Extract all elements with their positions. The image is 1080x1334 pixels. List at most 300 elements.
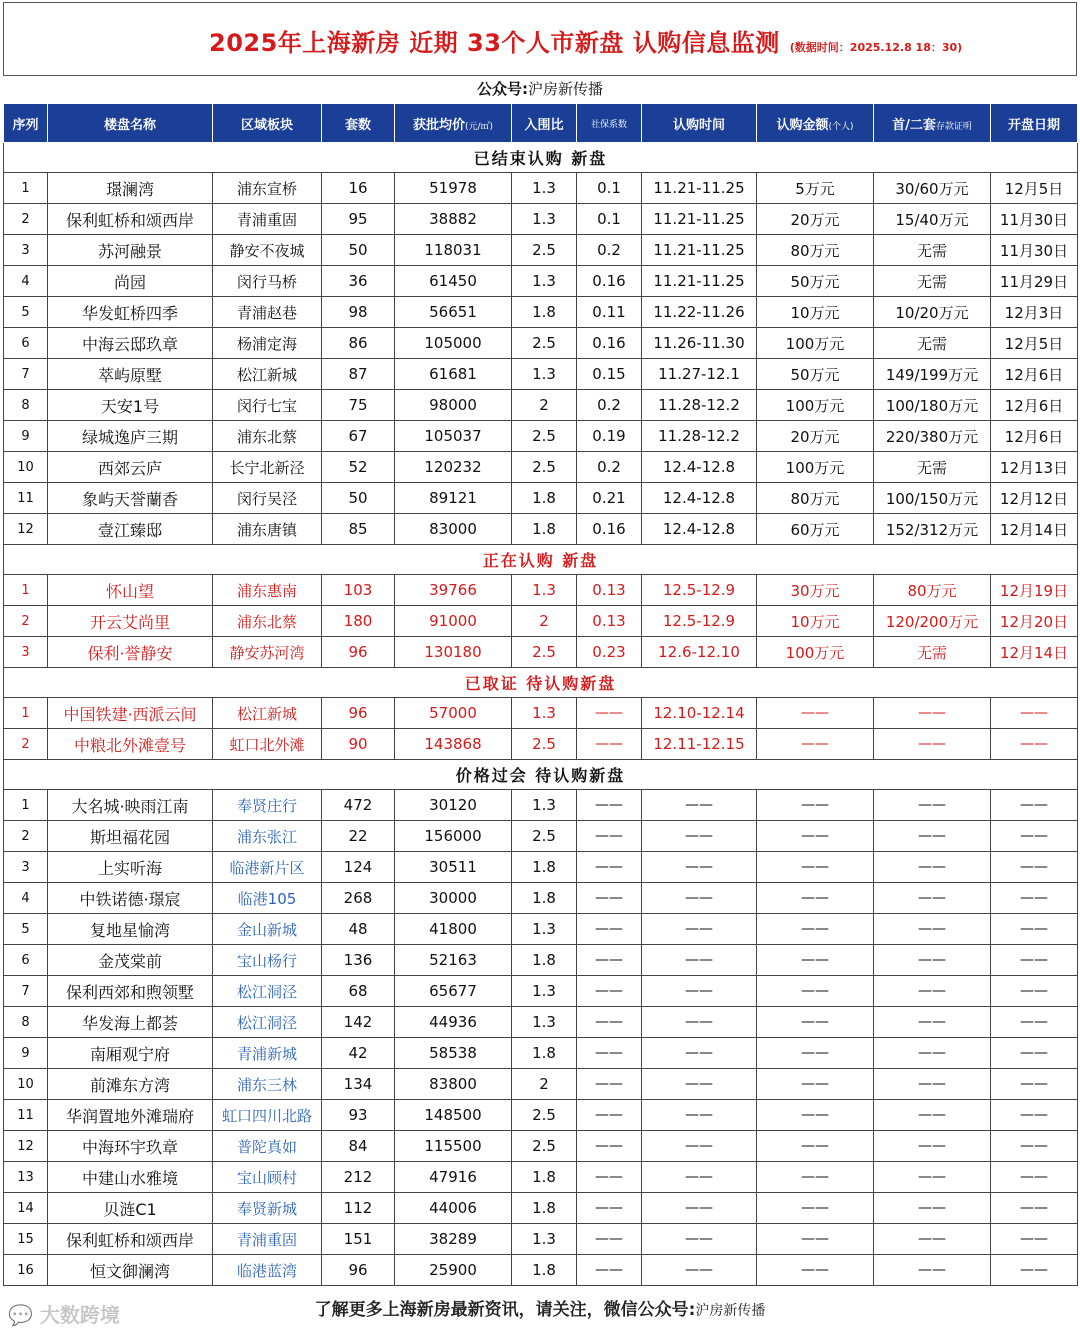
- cell-down: ——: [874, 1131, 991, 1162]
- cell-seq: 14: [4, 1193, 48, 1224]
- page-title: 2025年上海新房 近期 33个人市新盘 认购信息监测 (数据时间：2025.12.8 18：30): [209, 29, 963, 57]
- cell-ratio: 1.8: [512, 1193, 577, 1224]
- cell-name: 中国铁建·西派云间: [48, 698, 213, 729]
- cell-seq: 2: [4, 204, 48, 235]
- cell-social: 0.21: [577, 483, 642, 514]
- cell-down: 100/180万元: [874, 390, 991, 421]
- cell-price: 105037: [395, 421, 512, 452]
- cell-price: 98000: [395, 390, 512, 421]
- data-timestamp: (数据时间：2025.12.8 18：30): [789, 41, 963, 54]
- table-row: [4, 421, 1078, 452]
- cell-seq: 5: [4, 914, 48, 945]
- cell-amount: 50万元: [757, 266, 874, 297]
- table-row: [4, 1038, 1078, 1069]
- cell-seq: 7: [4, 359, 48, 390]
- cell-amount: ——: [757, 1100, 874, 1131]
- cell-time: 11.21-11.25: [642, 266, 757, 297]
- cell-ratio: 2.5: [512, 328, 577, 359]
- cell-down: ——: [874, 1038, 991, 1069]
- cell-area: 松江洞泾: [213, 1007, 322, 1038]
- cell-open: 12月14日: [991, 637, 1078, 668]
- cell-price: 56651: [395, 297, 512, 328]
- cell-name: 中粮北外滩壹号: [48, 729, 213, 760]
- cell-amount: ——: [757, 945, 874, 976]
- cell-amount: 100万元: [757, 328, 874, 359]
- cell-name: 斯坦福花园: [48, 821, 213, 852]
- cell-units: 112: [322, 1193, 395, 1224]
- cell-social: ——: [577, 698, 642, 729]
- cell-social: 0.2: [577, 390, 642, 421]
- cell-seq: 4: [4, 883, 48, 914]
- cell-time: 12.5-12.9: [642, 606, 757, 637]
- cell-open: ——: [991, 821, 1078, 852]
- cell-price: 47916: [395, 1162, 512, 1193]
- cell-ratio: 1.3: [512, 173, 577, 204]
- cell-time: ——: [642, 1193, 757, 1224]
- cell-social: 0.16: [577, 266, 642, 297]
- cell-units: 134: [322, 1069, 395, 1100]
- table-row: [4, 483, 1078, 514]
- cell-social: 0.15: [577, 359, 642, 390]
- cell-seq: 16: [4, 1255, 48, 1286]
- cell-open: ——: [991, 945, 1078, 976]
- cell-ratio: 2.5: [512, 637, 577, 668]
- cell-seq: 15: [4, 1224, 48, 1255]
- cell-open: ——: [991, 852, 1078, 883]
- cell-name: 华发虹桥四季: [48, 297, 213, 328]
- cell-ratio: 2: [512, 606, 577, 637]
- cell-name: 萃屿原墅: [48, 359, 213, 390]
- cell-area: 宝山顾村: [213, 1162, 322, 1193]
- cell-social: ——: [577, 976, 642, 1007]
- cell-down: ——: [874, 1100, 991, 1131]
- cell-area: 青浦新城: [213, 1038, 322, 1069]
- table-row: [4, 514, 1078, 545]
- cell-amount: ——: [757, 1193, 874, 1224]
- cell-units: 86: [322, 328, 395, 359]
- cell-seq: 11: [4, 1100, 48, 1131]
- cell-units: 95: [322, 204, 395, 235]
- cell-area: 浦东宣桥: [213, 173, 322, 204]
- cell-time: ——: [642, 790, 757, 821]
- title-box: [3, 2, 1077, 76]
- cell-price: 57000: [395, 698, 512, 729]
- table-row: [4, 173, 1078, 204]
- cell-seq: 2: [4, 606, 48, 637]
- cell-open: 12月3日: [991, 297, 1078, 328]
- cell-seq: 11: [4, 483, 48, 514]
- cell-down: 220/380万元: [874, 421, 991, 452]
- cell-social: 0.19: [577, 421, 642, 452]
- cell-down: ——: [874, 729, 991, 760]
- cell-open: ——: [991, 1162, 1078, 1193]
- cell-time: 12.10-12.14: [642, 698, 757, 729]
- cell-social: ——: [577, 1162, 642, 1193]
- cell-area: 松江新城: [213, 698, 322, 729]
- table-row: [4, 1100, 1078, 1131]
- cell-amount: ——: [757, 790, 874, 821]
- table-row: [4, 1131, 1078, 1162]
- col-name: 楼盘名称: [48, 104, 213, 143]
- cell-time: 11.28-12.2: [642, 390, 757, 421]
- col-open: 开盘日期: [991, 104, 1078, 143]
- cell-down: 100/150万元: [874, 483, 991, 514]
- cell-seq: 9: [4, 421, 48, 452]
- cell-time: ——: [642, 821, 757, 852]
- cell-down: ——: [874, 1193, 991, 1224]
- cell-open: 11月30日: [991, 235, 1078, 266]
- cell-ratio: 2.5: [512, 821, 577, 852]
- cell-social: ——: [577, 790, 642, 821]
- official-account-row: [3, 76, 1077, 102]
- cell-seq: 1: [4, 698, 48, 729]
- cell-price: 38289: [395, 1224, 512, 1255]
- cell-social: ——: [577, 1038, 642, 1069]
- cell-open: ——: [991, 1069, 1078, 1100]
- cell-ratio: 1.3: [512, 1224, 577, 1255]
- table-body: [4, 143, 1078, 1286]
- watermark: 💬 大数跨境: [8, 1303, 120, 1327]
- cell-units: 87: [322, 359, 395, 390]
- cell-name: 怀山望: [48, 575, 213, 606]
- cell-down: 80万元: [874, 575, 991, 606]
- cell-name: 保利·誉静安: [48, 637, 213, 668]
- cell-units: 96: [322, 1255, 395, 1286]
- cell-social: ——: [577, 1131, 642, 1162]
- cell-time: ——: [642, 1162, 757, 1193]
- cell-units: 42: [322, 1038, 395, 1069]
- cell-ratio: 1.8: [512, 945, 577, 976]
- cell-seq: 12: [4, 514, 48, 545]
- cell-open: 12月5日: [991, 328, 1078, 359]
- cell-area: 奉贤庄行: [213, 790, 322, 821]
- cell-ratio: 2.5: [512, 1100, 577, 1131]
- cell-price: 51978: [395, 173, 512, 204]
- cell-social: 0.23: [577, 637, 642, 668]
- cell-time: ——: [642, 852, 757, 883]
- cell-price: 61450: [395, 266, 512, 297]
- table-row: [4, 1162, 1078, 1193]
- cell-social: ——: [577, 1193, 642, 1224]
- table-row: [4, 1007, 1078, 1038]
- cell-seq: 6: [4, 328, 48, 359]
- cell-amount: ——: [757, 883, 874, 914]
- cell-units: 68: [322, 976, 395, 1007]
- cell-social: ——: [577, 914, 642, 945]
- cell-time: 11.21-11.25: [642, 173, 757, 204]
- cell-amount: 10万元: [757, 297, 874, 328]
- cell-units: 96: [322, 637, 395, 668]
- cell-ratio: 1.3: [512, 1007, 577, 1038]
- cell-open: ——: [991, 1038, 1078, 1069]
- table-row: [4, 266, 1078, 297]
- cell-amount: 100万元: [757, 452, 874, 483]
- cell-seq: 3: [4, 637, 48, 668]
- cell-units: 96: [322, 698, 395, 729]
- footer: [3, 1290, 1077, 1330]
- cell-open: 12月19日: [991, 575, 1078, 606]
- cell-seq: 4: [4, 266, 48, 297]
- cell-area: 静安苏河湾: [213, 637, 322, 668]
- official-account-label: 公众号:: [476, 80, 528, 98]
- cell-social: ——: [577, 1007, 642, 1038]
- cell-ratio: 1.8: [512, 1162, 577, 1193]
- cell-price: 41800: [395, 914, 512, 945]
- cell-open: 11月29日: [991, 266, 1078, 297]
- section-title: 已结束认购 新盘: [4, 143, 1078, 173]
- cell-seq: 8: [4, 390, 48, 421]
- cell-area: 闵行七宝: [213, 390, 322, 421]
- cell-social: 0.13: [577, 606, 642, 637]
- cell-time: ——: [642, 1038, 757, 1069]
- cell-social: 0.1: [577, 204, 642, 235]
- cell-open: ——: [991, 729, 1078, 760]
- cell-name: 保利西郊和煦领墅: [48, 976, 213, 1007]
- cell-time: 11.22-11.26: [642, 297, 757, 328]
- cell-area: 虹口北外滩: [213, 729, 322, 760]
- cell-units: 75: [322, 390, 395, 421]
- cell-price: 130180: [395, 637, 512, 668]
- section-header: [4, 760, 1078, 790]
- cell-down: ——: [874, 852, 991, 883]
- cell-name: 壹江臻邸: [48, 514, 213, 545]
- cell-ratio: 1.8: [512, 852, 577, 883]
- cell-area: 浦东北蔡: [213, 606, 322, 637]
- cell-ratio: 1.8: [512, 1038, 577, 1069]
- cell-units: 36: [322, 266, 395, 297]
- cell-units: 85: [322, 514, 395, 545]
- cell-price: 30120: [395, 790, 512, 821]
- table-row: [4, 945, 1078, 976]
- cell-time: 11.26-11.30: [642, 328, 757, 359]
- cell-amount: 60万元: [757, 514, 874, 545]
- cell-area: 长宁北新泾: [213, 452, 322, 483]
- col-price: 获批均价(元/㎡): [395, 104, 512, 143]
- cell-name: 尚园: [48, 266, 213, 297]
- table-row: [4, 976, 1078, 1007]
- cell-time: 11.27-12.1: [642, 359, 757, 390]
- table-row: [4, 790, 1078, 821]
- section-title: 价格过会 待认购新盘: [4, 760, 1078, 790]
- cell-open: ——: [991, 976, 1078, 1007]
- cell-amount: 5万元: [757, 173, 874, 204]
- footer-pub: 沪房新传播: [695, 1303, 766, 1319]
- cell-name: 西郊云庐: [48, 452, 213, 483]
- table-row: [4, 452, 1078, 483]
- cell-time: 12.4-12.8: [642, 514, 757, 545]
- cell-amount: ——: [757, 729, 874, 760]
- cell-price: 58538: [395, 1038, 512, 1069]
- cell-social: ——: [577, 821, 642, 852]
- cell-area: 宝山杨行: [213, 945, 322, 976]
- table-row: [4, 204, 1078, 235]
- cell-seq: 2: [4, 729, 48, 760]
- cell-seq: 3: [4, 852, 48, 883]
- cell-time: 12.4-12.8: [642, 452, 757, 483]
- cell-amount: 50万元: [757, 359, 874, 390]
- cell-open: 12月6日: [991, 421, 1078, 452]
- cell-amount: 10万元: [757, 606, 874, 637]
- cell-social: ——: [577, 1100, 642, 1131]
- table-row: [4, 637, 1078, 668]
- cell-price: 89121: [395, 483, 512, 514]
- table-row: [4, 1069, 1078, 1100]
- cell-down: ——: [874, 1224, 991, 1255]
- cell-open: ——: [991, 1193, 1078, 1224]
- cell-price: 44936: [395, 1007, 512, 1038]
- cell-price: 30000: [395, 883, 512, 914]
- cell-area: 青浦重固: [213, 1224, 322, 1255]
- cell-down: 无需: [874, 266, 991, 297]
- cell-down: ——: [874, 883, 991, 914]
- cell-area: 浦东惠南: [213, 575, 322, 606]
- cell-area: 浦东唐镇: [213, 514, 322, 545]
- table-row: [4, 1255, 1078, 1286]
- cell-social: ——: [577, 1224, 642, 1255]
- cell-time: ——: [642, 1131, 757, 1162]
- cell-units: 16: [322, 173, 395, 204]
- cell-seq: 10: [4, 452, 48, 483]
- cell-units: 180: [322, 606, 395, 637]
- cell-area: 杨浦定海: [213, 328, 322, 359]
- cell-down: ——: [874, 976, 991, 1007]
- col-downpayment: 首/二套存款证明: [874, 104, 991, 143]
- cell-down: ——: [874, 698, 991, 729]
- cell-area: 静安不夜城: [213, 235, 322, 266]
- cell-area: 临港105: [213, 883, 322, 914]
- cell-price: 148500: [395, 1100, 512, 1131]
- cell-down: ——: [874, 790, 991, 821]
- cell-units: 142: [322, 1007, 395, 1038]
- cell-area: 虹口四川北路: [213, 1100, 322, 1131]
- cell-down: 152/312万元: [874, 514, 991, 545]
- table-header-row: [4, 104, 1078, 143]
- cell-name: 中建山水雅境: [48, 1162, 213, 1193]
- cell-amount: 100万元: [757, 390, 874, 421]
- cell-down: 无需: [874, 235, 991, 266]
- cell-ratio: 1.3: [512, 976, 577, 1007]
- cell-ratio: 1.3: [512, 575, 577, 606]
- cell-price: 156000: [395, 821, 512, 852]
- table-row: [4, 235, 1078, 266]
- cell-price: 65677: [395, 976, 512, 1007]
- cell-social: ——: [577, 1255, 642, 1286]
- cell-units: 124: [322, 852, 395, 883]
- cell-name: 复地星愉湾: [48, 914, 213, 945]
- cell-amount: ——: [757, 1038, 874, 1069]
- cell-down: 无需: [874, 328, 991, 359]
- cell-area: 松江新城: [213, 359, 322, 390]
- cell-units: 212: [322, 1162, 395, 1193]
- cell-time: 12.4-12.8: [642, 483, 757, 514]
- cell-name: 中铁诺德·璟宸: [48, 883, 213, 914]
- cell-amount: ——: [757, 1224, 874, 1255]
- cell-open: ——: [991, 883, 1078, 914]
- cell-time: ——: [642, 1069, 757, 1100]
- cell-price: 38882: [395, 204, 512, 235]
- cell-area: 奉贤新城: [213, 1193, 322, 1224]
- cell-area: 临港蓝湾: [213, 1255, 322, 1286]
- cell-name: 中海环宇玖章: [48, 1131, 213, 1162]
- cell-area: 普陀真如: [213, 1131, 322, 1162]
- cell-units: 50: [322, 235, 395, 266]
- cell-price: 39766: [395, 575, 512, 606]
- cell-units: 151: [322, 1224, 395, 1255]
- cell-time: 11.21-11.25: [642, 235, 757, 266]
- cell-name: 象屿天誉蘭香: [48, 483, 213, 514]
- cell-open: ——: [991, 1100, 1078, 1131]
- col-ratio: 入围比: [512, 104, 577, 143]
- cell-ratio: 2.5: [512, 452, 577, 483]
- cell-area: 闵行吴泾: [213, 483, 322, 514]
- cell-time: 12.6-12.10: [642, 637, 757, 668]
- cell-price: 30511: [395, 852, 512, 883]
- cell-area: 青浦赵巷: [213, 297, 322, 328]
- cell-seq: 2: [4, 821, 48, 852]
- cell-open: ——: [991, 1255, 1078, 1286]
- cell-amount: 100万元: [757, 637, 874, 668]
- cell-social: 0.13: [577, 575, 642, 606]
- cell-down: ——: [874, 1069, 991, 1100]
- cell-down: ——: [874, 945, 991, 976]
- cell-name: 南厢观宁府: [48, 1038, 213, 1069]
- cell-area: 临港新片区: [213, 852, 322, 883]
- cell-down: 120/200万元: [874, 606, 991, 637]
- cell-amount: ——: [757, 1007, 874, 1038]
- cell-price: 25900: [395, 1255, 512, 1286]
- cell-amount: ——: [757, 821, 874, 852]
- cell-price: 105000: [395, 328, 512, 359]
- table-row: [4, 698, 1078, 729]
- cell-name: 开云艾尚里: [48, 606, 213, 637]
- cell-open: 11月30日: [991, 204, 1078, 235]
- cell-ratio: 1.3: [512, 204, 577, 235]
- cell-seq: 7: [4, 976, 48, 1007]
- cell-amount: ——: [757, 1131, 874, 1162]
- cell-units: 22: [322, 821, 395, 852]
- cell-ratio: 1.3: [512, 914, 577, 945]
- cell-ratio: 2: [512, 390, 577, 421]
- cell-name: 璟澜湾: [48, 173, 213, 204]
- table-row: [4, 729, 1078, 760]
- section-header: [4, 668, 1078, 698]
- cell-down: ——: [874, 821, 991, 852]
- cell-seq: 10: [4, 1069, 48, 1100]
- cell-name: 华发海上都荟: [48, 1007, 213, 1038]
- col-social: 社保系数: [577, 104, 642, 143]
- cell-area: 浦东三林: [213, 1069, 322, 1100]
- cell-name: 中海云邸玖章: [48, 328, 213, 359]
- cell-down: ——: [874, 1162, 991, 1193]
- table-row: [4, 883, 1078, 914]
- cell-price: 52163: [395, 945, 512, 976]
- cell-units: 84: [322, 1131, 395, 1162]
- cell-open: 12月20日: [991, 606, 1078, 637]
- cell-time: 11.28-12.2: [642, 421, 757, 452]
- cell-area: 松江洞泾: [213, 976, 322, 1007]
- cell-social: 0.16: [577, 514, 642, 545]
- cell-ratio: 1.8: [512, 514, 577, 545]
- cell-ratio: 1.8: [512, 483, 577, 514]
- cell-amount: 20万元: [757, 204, 874, 235]
- cell-amount: ——: [757, 852, 874, 883]
- cell-open: 12月6日: [991, 359, 1078, 390]
- cell-price: 44006: [395, 1193, 512, 1224]
- cell-down: 15/40万元: [874, 204, 991, 235]
- cell-price: 83000: [395, 514, 512, 545]
- cell-name: 保利虹桥和颂西岸: [48, 204, 213, 235]
- cell-social: ——: [577, 883, 642, 914]
